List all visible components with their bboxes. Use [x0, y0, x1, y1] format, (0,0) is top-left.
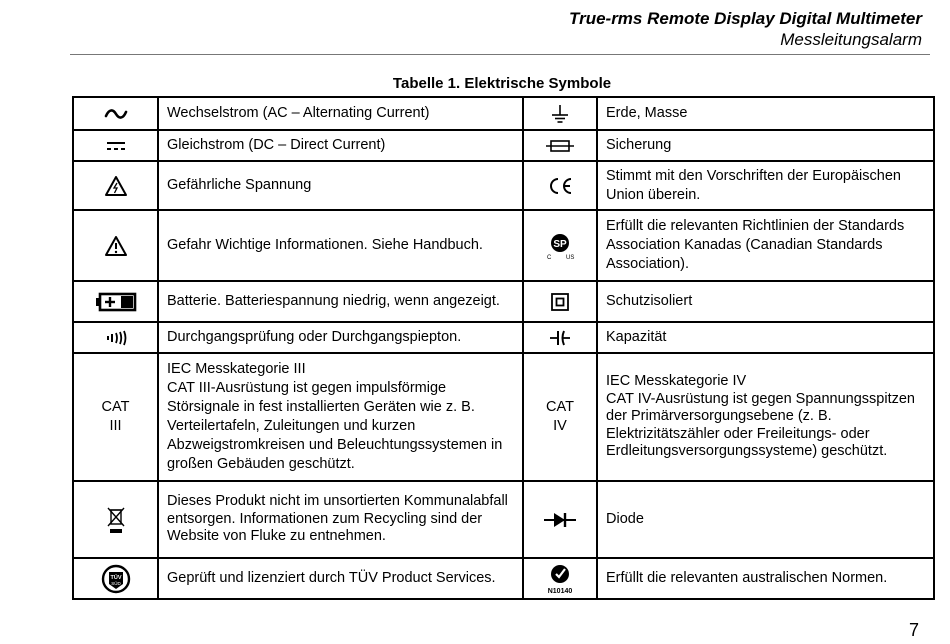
symbol-description: Gefahr Wichtige Informationen. Siehe Handbuch. [158, 210, 523, 281]
symbol-description: Wechselstrom (AC – Alternating Current) [158, 97, 523, 130]
continuity-beeper-icon [105, 330, 127, 346]
weee-crossed-bin-icon [106, 506, 126, 534]
page-header [569, 8, 922, 50]
section-title: Messleitungsalarm [780, 30, 922, 49]
symbol-description: Kapazität [597, 322, 934, 353]
symbol-description: Batterie. Batteriespannung niedrig, wenn angezeigt. [158, 281, 523, 322]
double-insulation-icon [550, 292, 570, 312]
symbol-cell [73, 97, 158, 130]
symbol-cell [523, 558, 597, 599]
symbol-cell [73, 161, 158, 210]
table-row [73, 353, 934, 481]
symbol-cell [523, 161, 597, 210]
symbol-cell [73, 322, 158, 353]
symbol-description: Erde, Masse [597, 97, 934, 130]
cat-iv-heading: IEC Messkategorie IV [606, 373, 747, 390]
cat-iii-line2: III [109, 418, 122, 434]
table-row [73, 558, 934, 599]
csa-mark-us: US [566, 254, 575, 261]
ce-mark-icon [546, 176, 574, 196]
tuv-mark-top: TÜV [110, 574, 121, 581]
cat-iii-heading: IEC Messkategorie III [167, 361, 306, 377]
symbol-description: Gefährliche Spannung [158, 161, 523, 210]
cat-iii-text: CAT III-Ausrüstung ist gegen impulsförmige Störsignale in fest installierten Geräten wie z. B. Verteilertafeln, Zuleitungen und kurzen Abzweigstromkreisen und Beleuchtungssystemen in großen Gebäuden geschützt. [167, 380, 503, 472]
header-divider [70, 54, 930, 55]
caution-triangle-icon [104, 235, 128, 257]
symbol-description: Geprüft und lizenziert durch TÜV Product Services. [158, 558, 523, 599]
c-tick-icon [542, 563, 578, 595]
page-number: 7 [908, 620, 919, 640]
c-tick-code: N10140 [547, 587, 573, 595]
symbol-cell [73, 281, 158, 322]
symbol-description: Durchgangsprüfung oder Durchgangspiepton. [158, 322, 523, 353]
cat-iv-symbol [523, 353, 597, 481]
table-row [73, 481, 934, 558]
dc-icon [105, 140, 127, 152]
table-caption: Tabelle 1. Elektrische Symbole [392, 75, 612, 92]
cat-iv-line2: IV [553, 418, 567, 434]
symbol-description: Erfüllt die relevanten Richtlinien der Standards Association Kanadas (Canadian Standards Association). [597, 210, 934, 281]
symbol-cell [73, 558, 158, 599]
symbol-description: Erfüllt die relevanten australischen Normen. [597, 558, 934, 599]
symbol-description: Diode [597, 481, 934, 558]
symbol-cell [523, 481, 597, 558]
table-row [73, 97, 934, 130]
cat-iv-text: CAT IV-Ausrüstung ist gegen Spannungsspitzen der Primärversorgungsebene (z. B. Elektrizitätszähler oder Freileitungs- oder Erdleitungsversorgungssysteme) geschützt. [606, 390, 915, 460]
symbol-cell [73, 481, 158, 558]
csa-mark-icon [543, 231, 577, 261]
cat-iii-line1: CAT [101, 399, 130, 415]
ground-icon [549, 104, 571, 124]
high-voltage-warning-icon [104, 175, 128, 197]
table-row [73, 161, 934, 210]
symbol-description: Schutzisoliert [597, 281, 934, 322]
symbol-cell [73, 130, 158, 161]
document-title: True-rms Remote Display Digital Multimeter [569, 9, 922, 28]
symbol-description [597, 353, 934, 481]
csa-mark-c: C [547, 254, 552, 261]
cat-iv-line1: CAT [546, 399, 574, 415]
tuv-mark-icon [101, 564, 131, 594]
table-row [73, 281, 934, 322]
capacitor-icon [548, 329, 572, 347]
symbol-cell [73, 210, 158, 281]
symbol-cell [523, 97, 597, 130]
csa-mark-text: SP [553, 238, 567, 250]
symbol-description [158, 353, 523, 481]
battery-icon [95, 292, 137, 312]
fuse-icon [545, 139, 575, 153]
symbol-description: Dieses Produkt nicht im unsortierten Kommunalabfall entsorgen. Informationen zum Recycling sind der Website von Fluke zu entnehmen. [158, 481, 523, 558]
tuv-mark-bottom: SÜD [110, 580, 121, 586]
symbol-cell [523, 281, 597, 322]
table-row [73, 210, 934, 281]
ac-sine-icon [103, 107, 129, 121]
symbol-description: Sicherung [597, 130, 934, 161]
table-row [73, 130, 934, 161]
diode-icon [543, 511, 577, 529]
symbol-description: Gleichstrom (DC – Direct Current) [158, 130, 523, 161]
electrical-symbols-table [72, 96, 935, 600]
symbol-cell [523, 210, 597, 281]
symbol-description: Stimmt mit den Vorschriften der Europäischen Union überein. [597, 161, 934, 210]
table-row [73, 322, 934, 353]
cat-iii-symbol [73, 353, 158, 481]
symbol-cell [523, 130, 597, 161]
symbol-cell [523, 322, 597, 353]
